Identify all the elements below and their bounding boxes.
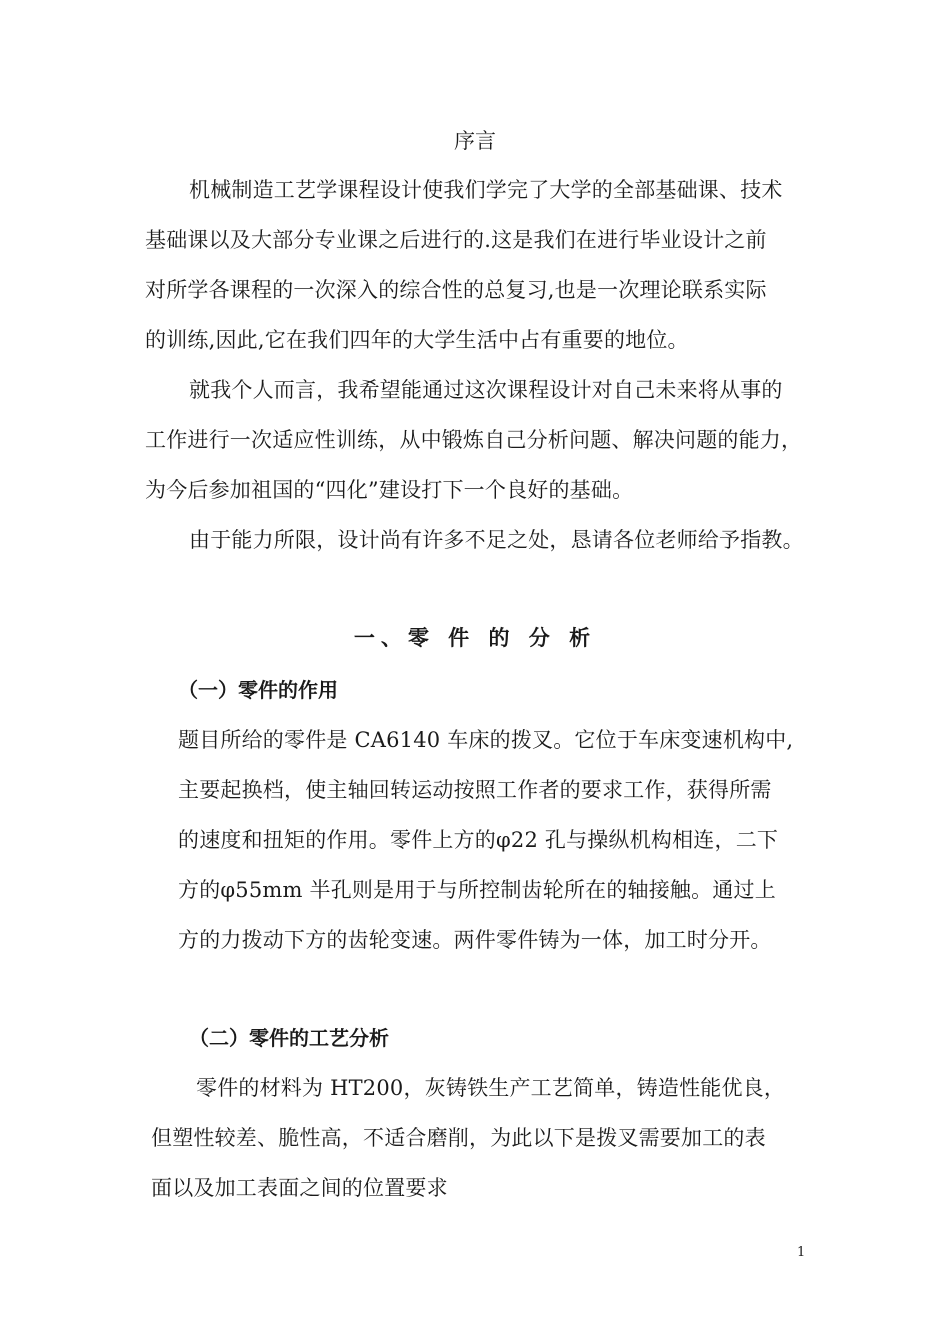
page-number: 1: [797, 1245, 806, 1260]
function-line-5: 方的力拨动下方的齿轮变速。两件零件铸为一体，加工时分开。: [178, 928, 772, 952]
preface-title: 序言: [454, 129, 496, 153]
function-line-1: 题目所给的零件是 CA6140 车床的拨叉。它位于车床变速机构中,: [178, 728, 794, 752]
preface-line-1: 机械制造工艺学课程设计使我们学完了大学的全部基础课、技术: [189, 178, 783, 202]
process-line-1: 零件的材料为 HT200，灰铸铁生产工艺简单，铸造性能优良，: [196, 1076, 786, 1100]
preface-line-5: 就我个人而言，我希望能通过这次课程设计对自己未来将从事的: [189, 378, 783, 402]
section-heading-function: （一）零件的作用: [178, 678, 338, 702]
process-line-2: 但塑性较差、脆性高，不适合磨削，为此以下是拨叉需要加工的表: [151, 1126, 766, 1150]
process-line-3: 面以及加工表面之间的位置要求: [151, 1176, 448, 1200]
preface-line-3: 对所学各课程的一次深入的综合性的总复习,也是一次理论联系实际: [145, 278, 767, 302]
preface-line-7: 为今后参加祖国的“四化”建设打下一个良好的基础。: [145, 478, 634, 502]
preface-line-4: 的训练,因此,它在我们四年的大学生活中占有重要的地位。: [145, 328, 689, 352]
function-line-3: 的速度和扭矩的作用。零件上方的φ22 孔与操纵机构相连，二下: [178, 828, 779, 852]
preface-line-6: 工作进行一次适应性训练，从中锻炼自己分析问题、解决问题的能力，: [145, 428, 803, 452]
function-line-2: 主要起换档，使主轴回转运动按照工作者的要求工作，获得所需: [178, 778, 772, 802]
section-heading-process: （二）零件的工艺分析: [189, 1026, 389, 1050]
preface-line-2: 基础课以及大部分专业课之后进行的.这是我们在进行毕业设计之前: [145, 228, 767, 252]
chapter-title: 一、零 件 的 分 析: [353, 626, 597, 650]
preface-line-8: 由于能力所限，设计尚有许多不足之处，恳请各位老师给予指教。: [189, 528, 804, 552]
function-line-4: 方的φ55mm 半孔则是用于与所控制齿轮所在的轴接触。通过上: [178, 878, 776, 902]
